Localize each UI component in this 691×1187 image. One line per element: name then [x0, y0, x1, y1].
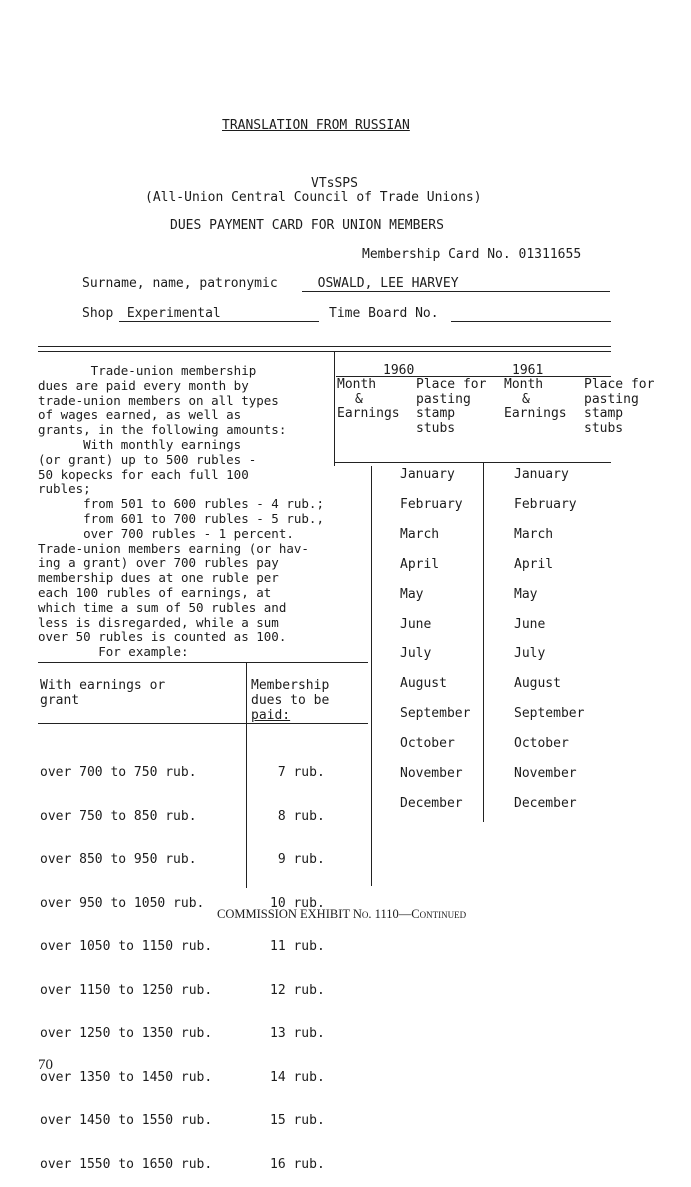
- dues-amount-column: [270, 737, 325, 1187]
- payment-table-left-border: [334, 352, 335, 466]
- table-row: 15 rub.: [270, 1113, 325, 1128]
- payment-table-left-rule: [371, 466, 372, 886]
- dues-col-amount-header: [251, 678, 329, 723]
- month-september-1961: September: [514, 706, 585, 722]
- table-row: 12 rub.: [270, 982, 325, 998]
- payment-header-bottom-rule: [334, 462, 611, 463]
- dues-col-earnings-header: [40, 678, 165, 708]
- rules-line: With monthly earnings: [38, 436, 242, 452]
- rules-line: rubles;: [38, 481, 91, 497]
- dues-table-header-rule: [38, 723, 368, 724]
- table-row: over 1550 to 1650 rub.: [40, 1156, 213, 1172]
- month-july-1960: July: [400, 646, 432, 662]
- rules-line: Trade-union members earning (or hav-: [38, 540, 309, 556]
- table-row: over 1250 to 1350 rub.: [40, 1026, 213, 1041]
- rules-line: over 50 rubles is counted as 100.: [38, 629, 287, 645]
- card-title: DUES PAYMENT CARD FOR UNION MEMBERS: [170, 218, 444, 233]
- header-line: pasting: [584, 391, 639, 407]
- header-line: Membership: [251, 678, 330, 693]
- dues-rules-text: [38, 364, 338, 660]
- month-april-1960: April: [400, 556, 440, 572]
- header-line: &: [522, 391, 530, 407]
- rules-line: Trade-union membership: [38, 363, 257, 378]
- payment-year-divider: [483, 462, 484, 822]
- col-month-earnings-1961: [504, 378, 567, 422]
- month-november-1961: November: [514, 766, 577, 781]
- month-october-1961: October: [514, 736, 569, 752]
- card-top-rule-2: [38, 351, 611, 352]
- header-line: grant: [40, 693, 80, 708]
- surname-field: [302, 276, 610, 292]
- timeboard-label: Time Board No.: [329, 306, 439, 321]
- rules-line: 50 kopecks for each full 100: [38, 466, 249, 482]
- org-full-name: (All-Union Central Council of Trade Unions): [145, 190, 482, 205]
- month-december-1961: December: [514, 795, 577, 811]
- exhibit-caption: COMMISSION EXHIBIT No. 1110—Continued: [217, 907, 467, 921]
- month-may-1961: May: [514, 586, 538, 602]
- year-1960: 1960: [383, 363, 415, 378]
- rules-line: dues are paid every month by: [38, 377, 249, 393]
- col-place-stamp-1961: [584, 378, 654, 436]
- month-january-1961: January: [514, 467, 569, 482]
- table-row: over 950 to 1050 rub.: [40, 895, 205, 911]
- header-line: stamp: [416, 406, 456, 421]
- month-september-1960: September: [400, 706, 471, 722]
- shop-label: Shop: [82, 306, 114, 321]
- month-december-1960: December: [400, 795, 463, 811]
- table-row: 16 rub.: [270, 1156, 325, 1172]
- header-line: stubs: [584, 420, 624, 436]
- header-line: Earnings: [337, 406, 400, 421]
- month-february-1961: February: [514, 496, 577, 512]
- org-abbrev: VTsSPS: [311, 176, 358, 191]
- table-row: 8 rub.: [277, 808, 325, 824]
- rules-line: from 601 to 700 rubles - 5 rub.,: [38, 510, 324, 526]
- month-october-1960: October: [400, 736, 455, 752]
- month-march-1960: March: [400, 526, 440, 542]
- rules-line: less is disregarded, while a sum: [38, 614, 279, 630]
- header-line: Place for: [584, 377, 655, 392]
- table-row: over 850 to 950 rub.: [40, 852, 197, 867]
- month-may-1960: May: [400, 586, 424, 602]
- month-july-1961: July: [514, 646, 546, 662]
- year-1961: 1961: [512, 363, 544, 378]
- rules-line: (or grant) up to 500 rubles -: [38, 451, 257, 467]
- header-line: paid:: [251, 708, 291, 723]
- header-line: dues to be: [251, 693, 330, 708]
- header-line: With earnings or: [40, 678, 166, 693]
- header-line: Month: [504, 377, 544, 392]
- col-place-stamp-1960: [416, 378, 486, 436]
- month-april-1961: April: [514, 556, 554, 572]
- surname-value: OSWALD, LEE HARVEY: [317, 276, 459, 291]
- translation-title: TRANSLATION FROM RUSSIAN: [222, 118, 410, 133]
- table-row: over 700 to 750 rub.: [40, 765, 197, 780]
- month-june-1961: June: [514, 616, 546, 632]
- shop-field: [119, 306, 319, 322]
- table-row: 14 rub.: [270, 1069, 325, 1085]
- page-number: 70: [38, 1057, 53, 1073]
- rules-line: from 501 to 600 rubles - 4 rub.;: [38, 496, 324, 512]
- table-row: over 1450 to 1550 rub.: [40, 1113, 213, 1128]
- header-line: Earnings: [504, 406, 567, 421]
- header-line: Month: [337, 377, 377, 392]
- month-november-1960: November: [400, 766, 463, 781]
- month-march-1961: March: [514, 526, 554, 542]
- card-top-rule: [38, 346, 611, 347]
- month-august-1961: August: [514, 676, 561, 692]
- timeboard-field: [451, 306, 611, 322]
- header-line: stamp: [584, 406, 624, 421]
- dues-table-divider: [246, 662, 247, 888]
- dues-earnings-column: [40, 737, 212, 1187]
- surname-label: Surname, name, patronymic: [82, 276, 278, 291]
- rules-line: each 100 rubles of earnings, at: [38, 584, 272, 600]
- rules-line: trade-union members on all types: [38, 392, 279, 408]
- table-row: 9 rub.: [277, 852, 325, 867]
- table-row: over 1150 to 1250 rub.: [40, 982, 213, 998]
- header-line: &: [355, 391, 363, 407]
- month-january-1960: January: [400, 467, 455, 482]
- shop-value: Experimental: [126, 306, 221, 321]
- rules-line: of wages earned, as well as: [38, 407, 242, 423]
- rules-line: membership dues at one ruble per: [38, 570, 279, 586]
- rules-line: ing a grant) over 700 rubles pay: [38, 555, 279, 571]
- rules-line: For example:: [38, 644, 189, 660]
- table-row: over 1350 to 1450 rub.: [40, 1069, 213, 1085]
- table-row: over 1050 to 1150 rub.: [40, 939, 213, 954]
- table-row: 10 rub.: [270, 895, 325, 911]
- table-row: 11 rub.: [270, 939, 325, 954]
- month-february-1960: February: [400, 496, 463, 512]
- dues-table-top-rule: [38, 662, 368, 663]
- header-line: pasting: [416, 391, 471, 407]
- rules-line: over 700 rubles - 1 percent.: [38, 525, 294, 541]
- rules-line: which time a sum of 50 rubles and: [38, 599, 287, 615]
- header-line: Place for: [416, 377, 487, 392]
- table-row: over 750 to 850 rub.: [40, 808, 197, 824]
- table-row: 7 rub.: [277, 765, 325, 780]
- rules-line: grants, in the following amounts:: [38, 422, 287, 438]
- table-row: 13 rub.: [270, 1026, 325, 1041]
- month-august-1960: August: [400, 676, 447, 692]
- col-month-earnings-1960: [337, 378, 400, 422]
- month-june-1960: June: [400, 616, 432, 632]
- header-line: stubs: [416, 420, 456, 436]
- membership-card-number: Membership Card No. 01311655: [362, 247, 582, 262]
